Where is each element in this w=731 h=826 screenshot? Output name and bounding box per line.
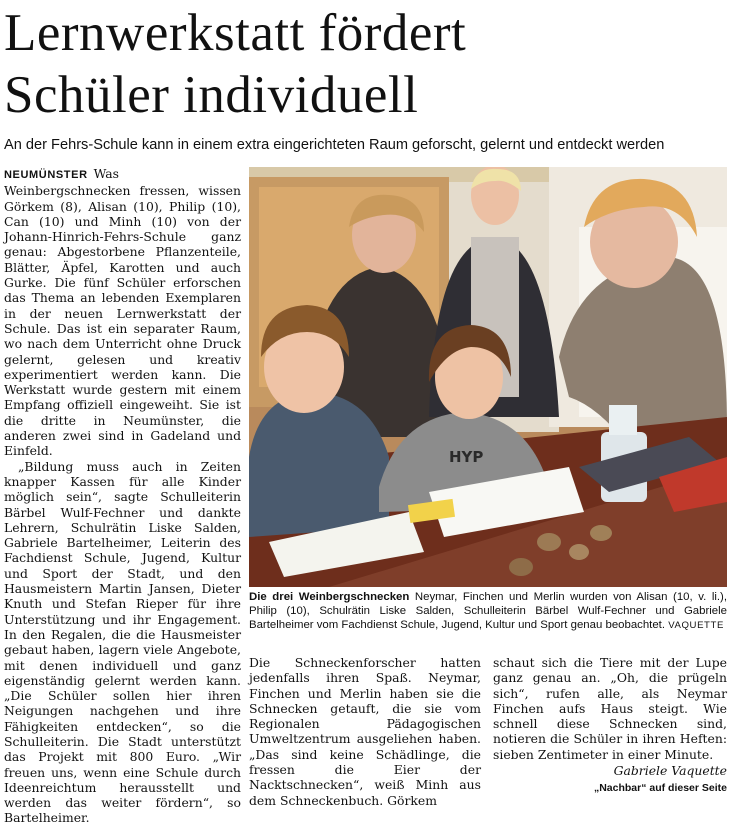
photo-credit: VAQUETTE bbox=[668, 620, 724, 631]
photo-caption bbox=[249, 590, 727, 633]
article-column-2 bbox=[249, 655, 481, 808]
paragraph-1-text: Was Weinbergschnecken fressen, wissen Görkem (8), Alisan (10), Philip (10), Can (10) und Minh (10) von der Johann-Hinrich-Fehrs-Schule ganz genau: Abgestorbene Pflanzenteile, Blätter, Äpfel, Karotten und auch Gurke. Die fünf Schüler erforschen das Thema an lebenden Exemplaren in der neuen Lernwerkstatt der Schule. Das ist ein separater Raum, wo nach dem Unterricht ohne Druck gelernt, gelesen und kreativ experimentiert werden kann. Die Werkstatt wurde gestern mit einem Empfang offiziell eingeweiht. Sie ist die dritte in Neumünster, die anderen zwei sind in Gadeland und Einfeld. bbox=[4, 166, 241, 459]
article-column-3 bbox=[493, 655, 727, 797]
headline-line-2: Schüler individuell bbox=[4, 66, 419, 124]
headline-line-1: Lernwerkstatt fördert bbox=[4, 4, 467, 62]
article-photo bbox=[249, 167, 727, 587]
cross-reference: „Nachbar“ auf dieser Seite bbox=[593, 782, 727, 795]
headline bbox=[4, 2, 724, 126]
paragraph-3: Die Schneckenforscher hatten jedenfalls ihren Spaß. Neymar, Finchen und Merlin haben sie die Schnecken getauft, die sie vom Regionalen Pädagogischen Umweltzentrum ausgeliehen haben. „Das sind keine Schädlinge, die fressen die Eier der Nacktschnecken“, weiß Minh aus dem Schneckenbuch. Görkem bbox=[249, 655, 481, 808]
paragraph-4: schaut sich die Tiere mit der Lupe ganz genau an. „Oh, die prügeln sich“, rufen alle, als Neymar Finchen aufs Haus steigt. Wie schnell diese Schnecken sind, notieren die Schüler in ihren Heften: sieben Zentimeter in einer Minute. bbox=[493, 655, 727, 762]
shirt-print: HYP bbox=[449, 448, 484, 466]
caption-lead: Die drei Weinbergschnecken bbox=[249, 591, 410, 603]
paragraph-1 bbox=[4, 166, 241, 459]
subheadline: An der Fehrs-Schule kann in einem extra eingerichteten Raum geforscht, gelernt und entdeckt werden bbox=[4, 137, 665, 153]
photo-illustration bbox=[249, 167, 727, 587]
paragraph-2: „Bildung muss auch in Zeiten knapper Kassen für alle Kinder möglich sein“, sagte Schulleiterin Bärbel Wulf-Fechner und dankte Lehrern, Schulrätin Liske Salden, Gabriele Bartelheimer, Leiterin des Fachdienst Schule, Jugend, Kultur und Sport der Stadt, und den Hausmeistern Martin Jansen, Dieter Knuth und Stefan Rieper für ihre Unterstützung und ihr Engagement. In den Regalen, die die Hausmeister gebaut haben, lagern viele Angebote, mit denen individuell und ganz eigenständig gelernt werden kann. „Die Schüler sollen hier ihren Neigungen nachgehen und ihre Fähigkeiten entdecken“, so die Schulleiterin. Die Stadt unterstützt das Projekt mit 800 Euro. „Wir freuen uns, wenn eine Schule durch Ideenreichtum herausstellt und werden das weiter fördern“, so Bartelheimer. bbox=[4, 458, 241, 826]
caption-text: Neymar, Finchen und Merlin wurden von Alisan (10, v. li.), Philip (10), Schulrätin Liske Salden, Schulleiterin Bärbel Wulf-Fechner und Gabriele Bartelheimer vom Fachdienst Schule, Jugend, Kultur und Sport genau beobachtet. bbox=[249, 591, 727, 631]
author-byline: Gabriele Vaquette bbox=[613, 763, 727, 779]
dateline: NEUMÜNSTER bbox=[4, 169, 88, 181]
article-column-1 bbox=[4, 166, 241, 826]
